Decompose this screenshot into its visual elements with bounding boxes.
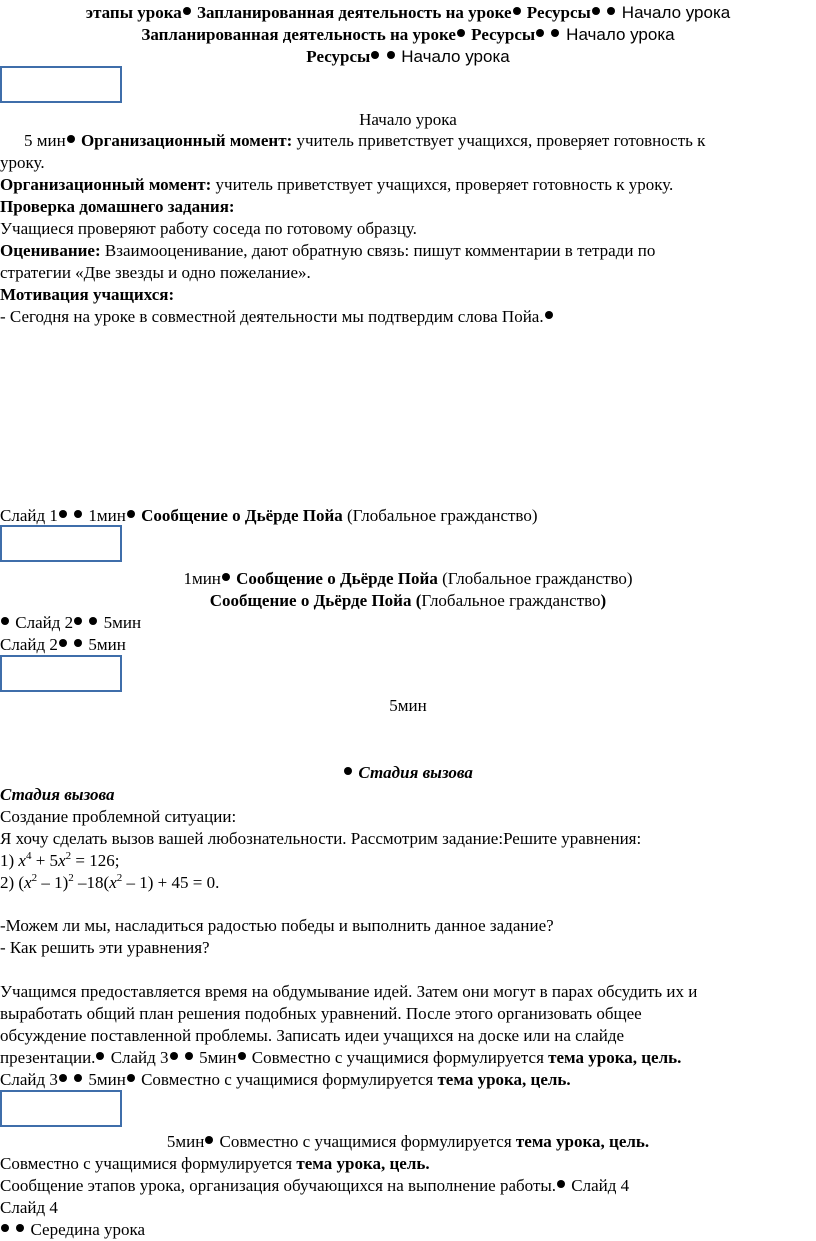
bullet-icon: [557, 1180, 565, 1188]
slide1-center-2: Сообщение о Дьёрде Пойа (Глобальное гражданство): [209, 591, 607, 610]
bullet-icon: [545, 311, 553, 319]
paragraph-line-2: выработать общий план решения подобных уравнений. После этого организовать общее: [0, 1004, 642, 1023]
bullet-icon: [170, 1052, 178, 1060]
bullet-icon: [592, 7, 600, 15]
bullet-icon: [185, 1052, 193, 1060]
slide4-line: Слайд 4: [0, 1198, 58, 1217]
empty-frame: [0, 1090, 122, 1127]
slide1-line: Слайд 1 1мин Сообщение о Дьёрде Пойа (Глобальное гражданство): [0, 506, 538, 525]
bullet-icon: [127, 1074, 135, 1082]
header-line-2: Запланированная деятельность на уроке Ресурсы Начало урока: [141, 25, 675, 44]
bullet-icon: [59, 639, 67, 647]
bullet-icon: [127, 510, 135, 518]
bullet-icon: [59, 1074, 67, 1082]
header-line-3: Ресурсы Начало урока: [306, 47, 510, 66]
homework-text: Учащиеся проверяют работу соседа по готовому образцу.: [0, 219, 417, 238]
start-title: Начало урока: [359, 110, 457, 129]
bullet-icon: [536, 29, 544, 37]
bullet-icon: [205, 1136, 213, 1144]
org-moment-cont: уроку.: [0, 153, 45, 172]
question-2: - Как решить эти уравнения?: [0, 938, 210, 957]
bullet-icon: [222, 573, 230, 581]
equation-1: 1) $x^4 + 5x^2 = 126$;: [0, 850, 120, 870]
stage-center: Стадия вызова: [0, 762, 816, 783]
assessment-cont: стратегии «Две звезды и одно пожелание».: [0, 263, 311, 282]
equation-2: 2) $(x^2 - 1)^2$ $-18(x^2 - 1) + 45 = 0$.: [0, 872, 220, 892]
empty-frame: [0, 655, 122, 692]
header-line-1: этапы урока Запланированная деятельность на уроке Ресурсы Начало урока: [85, 3, 731, 22]
slide3-line-2: Совместно с учащимися формулируется тема урока, цель.: [0, 1154, 430, 1173]
bullet-icon: [74, 639, 82, 647]
homework-label: Проверка домашнего задания:: [0, 197, 235, 216]
slide2-center: 5мин: [389, 696, 427, 715]
bullet-icon: [387, 51, 395, 59]
bullet-icon: [74, 1074, 82, 1082]
empty-frame: [0, 66, 122, 103]
empty-frame: [0, 525, 122, 562]
org-moment-line-2: Организационный момент: учитель приветствует учащихся, проверяет готовность к уроку.: [0, 175, 674, 194]
middle-of-lesson: Середина урока: [0, 1219, 145, 1240]
bullet-icon: [16, 1224, 24, 1232]
bullet-icon: [238, 1052, 246, 1060]
stage-title: Стадия вызова: [0, 785, 115, 804]
stage-problem: Создание проблемной ситуации:: [0, 807, 237, 826]
bullet-icon: [89, 617, 97, 625]
bullet-icon: [96, 1052, 104, 1060]
org-moment-line: 5 мин Организационный момент: учитель приветствует учащихся, проверяет готовность к: [24, 131, 706, 150]
bullet-icon: [607, 7, 615, 15]
paragraph-line-4: презентации. Слайд 3 5мин Совместно с учащимися формулируется тема урока, цель.: [0, 1048, 682, 1067]
bullet-icon: [371, 51, 379, 59]
bullet-icon: [513, 7, 521, 15]
bullet-icon: [1, 1224, 9, 1232]
slide2-line-1: Слайд 2 5мин: [0, 612, 141, 633]
stage-intro: Я хочу сделать вызов вашей любознательности. Рассмотрим задание:Решите уравнения:: [0, 829, 642, 848]
bullet-icon: [344, 767, 352, 775]
bullet-icon: [59, 510, 67, 518]
slide3-line-3: Сообщение этапов урока, организация обучающихся на выполнение работы. Слайд 4: [0, 1176, 630, 1195]
slide1-center: 1мин Сообщение о Дьёрде Пойа (Глобальное гражданство): [183, 569, 633, 588]
bullet-icon: [67, 135, 75, 143]
slide3-center: 5мин Совместно с учащимися формулируется тема урока, цель.: [166, 1132, 650, 1151]
motivation-text: - Сегодня на уроке в совместной деятельности мы подтвердим слова Пойа.: [0, 306, 555, 327]
motivation-label: Мотивация учащихся:: [0, 285, 175, 304]
question-1: -Можем ли мы, насладиться радостью победы и выполнить данное задание?: [0, 916, 554, 935]
bullet-icon: [551, 29, 559, 37]
bullet-icon: [457, 29, 465, 37]
bullet-icon: [1, 617, 9, 625]
bullet-icon: [74, 510, 82, 518]
assessment-line: Оценивание: Взаимооценивание, дают обратную связь: пишут комментарии в тетради по: [0, 241, 656, 260]
bullet-icon: [74, 617, 82, 625]
paragraph-line-3: обсуждение поставленной проблемы. Записать идеи учащихся на доске или на слайде: [0, 1026, 625, 1045]
slide3-line-1: Слайд 3 5мин Совместно с учащимися формулируется тема урока, цель.: [0, 1070, 571, 1089]
paragraph-line-1: Учащимся предоставляется время на обдумывание идей. Затем они могут в парах обсудить их и: [0, 982, 698, 1001]
bullet-icon: [183, 7, 191, 15]
slide2-line-2: Слайд 2 5мин: [0, 635, 126, 654]
